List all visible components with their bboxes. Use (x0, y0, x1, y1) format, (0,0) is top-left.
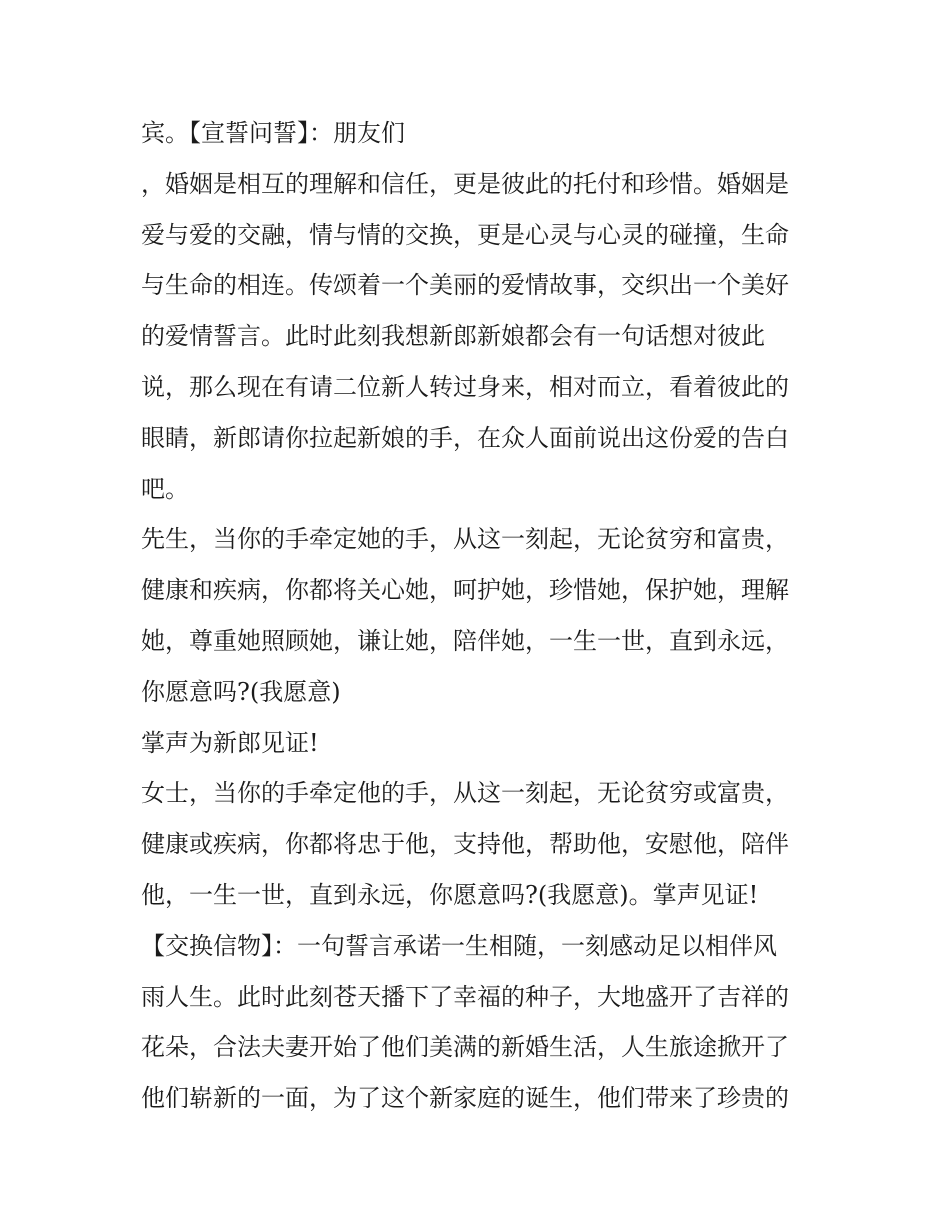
text-line-10: 健康和疾病，你都将关心她，呵护她，珍惜她，保护她，理解 (141, 576, 789, 605)
text-line-8: 吧。 (141, 474, 189, 503)
text-line-11: 她，尊重她照顾她，谦让她，陪伴她，一生一世，直到永远， (141, 626, 789, 655)
text-line-3: 爱与爱的交融，情与情的交换，更是心灵与心灵的碰撞，生命 (141, 220, 789, 249)
text-line-17: 【交换信物】：一句誓言承诺一生相随，一刻感动足以相伴风 (141, 931, 777, 960)
text-line-16: 他，一生一世，直到永远，你愿意吗?(我愿意)。掌声见证! (141, 880, 759, 909)
text-line-5: 的爱情誓言。此时此刻我想新郎新娘都会有一句话想对彼此 (141, 322, 765, 351)
text-line-20: 他们崭新的一面，为了这个新家庭的诞生，他们带来了珍贵的 (141, 1084, 789, 1113)
text-line-1: 宾。【宣誓问誓】：朋友们 (141, 119, 405, 147)
text-line-15: 健康或疾病，你都将忠于他，支持他，帮助他，安慰他，陪伴 (141, 830, 789, 859)
text-line-14: 女士，当你的手牵定他的手，从这一刻起，无论贫穷或富贵， (141, 779, 789, 808)
text-line-9: 先生，当你的手牵定她的手，从这一刻起，无论贫穷和富贵， (141, 525, 789, 554)
body-text (141, 108, 821, 1124)
text-line-12: 你愿意吗?(我愿意) (141, 677, 341, 706)
text-line-19: 花朵，合法夫妻开始了他们美满的新婚生活，人生旅途掀开了 (141, 1033, 789, 1062)
text-line-4: 与生命的相连。传颂着一个美丽的爱情故事，交织出一个美好 (141, 271, 789, 300)
text-line-18: 雨人生。此时此刻苍天播下了幸福的种子，大地盛开了吉祥的 (141, 982, 789, 1011)
text-line-6: 说，那么现在有请二位新人转过身来，相对而立，看着彼此的 (141, 372, 789, 401)
text-line-7: 眼睛，新郎请你拉起新娘的手，在众人面前说出这份爱的告白 (141, 423, 789, 452)
text-line-2: ，婚姻是相互的理解和信任，更是彼此的托付和珍惜。婚姻是 (141, 169, 789, 198)
text-line-13: 掌声为新郎见证! (141, 728, 319, 757)
